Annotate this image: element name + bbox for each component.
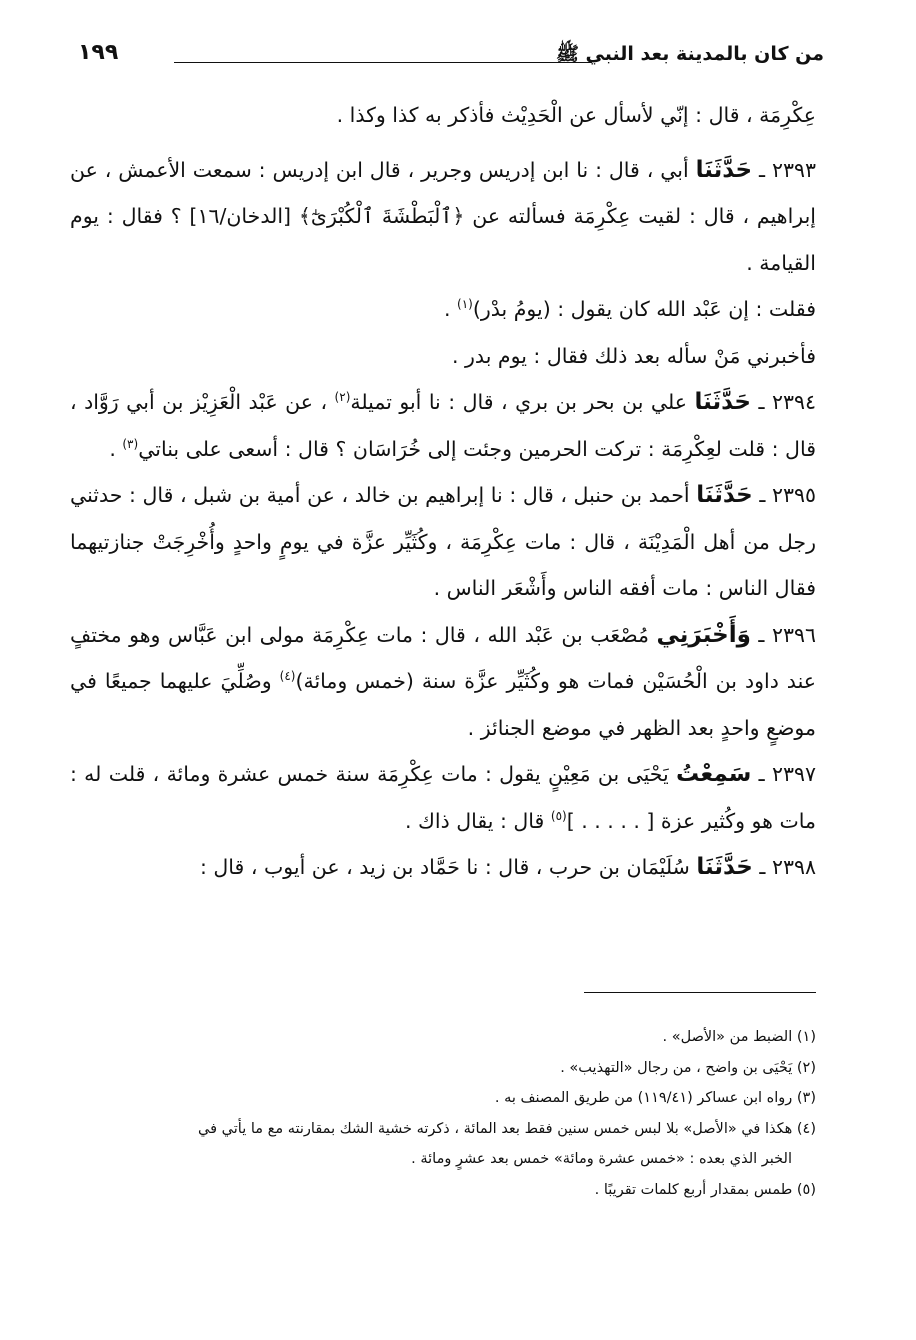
paragraph-report (70, 333, 816, 380)
footnote-text: رواه ابن عساكر (١١٩/٤١) من طريق المصنف به . (494, 1090, 793, 1106)
hadith-number: ٢٣٩٦ ـ (758, 622, 816, 647)
footnote-4-continuation (70, 1144, 816, 1175)
paragraph-text: سُلَيْمَان بن حرب ، قال : نا حَمَّاد بن زيد ، عن أيوب ، قال : (199, 855, 690, 879)
footnote-ref: (٣) (122, 436, 139, 451)
hadith-number: ٢٣٩٨ ـ (759, 855, 816, 879)
body-text (70, 92, 816, 891)
page-number: ١٩٩ (78, 40, 119, 65)
footnote-text: هكذا في «الأصل» بلا لبس خمس سنين فقط بعد المائة ، ذكرته خشية الشك بمقارنته مع ما يأتي في (198, 1120, 793, 1137)
paragraph-text: عِكْرِمَة ، قال : إنّي لأسأل عن الْحَدِيْث فأذكر به كذا وكذا . (336, 103, 816, 127)
paragraph-2396 (70, 612, 816, 752)
narration-keyword: سَمِعْتُ (676, 761, 752, 787)
paragraph-text: فأخبرني مَنْ سأله بعد ذلك فقال : يوم بدر . (452, 343, 816, 368)
paragraph-text: مُصْعَب بن عَبْد الله ، قال : مات عِكْرِمَة مولى ابن عَبَّاس وهو مختفٍ عند داود بن الْحُسَيْن فمات هو وكُثَيِّر عزَّة سنة (خمس ومائة) (70, 622, 816, 693)
narration-keyword: وَأَخْبَرَنِي (656, 621, 751, 648)
paragraph-text-after: . (443, 297, 457, 321)
footnote-text: الخبر الذي بعده : «خمس عشرة ومائة» خمس بعد عشرٍ ومائة . (411, 1151, 792, 1167)
footnote-ref: (٢) (334, 390, 351, 405)
hadith-number: ٢٣٩٣ ـ (759, 157, 816, 182)
paragraph-text: أبي ، قال : نا ابن إدريس وجرير ، قال ابن إدريس : سمعت الأعمش ، عن إبراهيم ، قال : لقيت عِكْرِمَة فسألته عن ﴿ٱلْبَطْشَةَ ٱلْكُبْرَىٰٓ﴾ [الدخان/١٦] ؟ فقال : يوم القيامة . (70, 157, 816, 275)
paragraph-continuation (70, 92, 816, 139)
paragraph-2398 (70, 844, 816, 891)
footnote-4 (70, 1114, 816, 1145)
footnote-text: طمس بمقدار أربع كلمات تقريبًا . (594, 1181, 793, 1198)
footnote-number: (٤) (796, 1120, 816, 1137)
paragraph-2397 (70, 751, 816, 844)
footnote-ref: (١) (457, 297, 473, 312)
narration-keyword: حَدَّثَنَا (695, 156, 753, 183)
running-header-title: من كان بالمدينة بعد النبي ﷺ (555, 43, 824, 65)
paragraph-2395 (70, 472, 816, 612)
hadith-number: ٢٣٩٤ ـ (758, 390, 816, 414)
footnote-number: (٥) (796, 1181, 816, 1198)
footnotes (70, 1022, 816, 1205)
paragraph-text-after: وصُلِّيَ عليهما جميعًا في موضعٍ واحدٍ بعد الظهر في موضع الجنائز . (70, 669, 816, 740)
paragraph-2393 (70, 147, 816, 287)
hadith-number: ٢٣٩٧ ـ (758, 762, 816, 786)
paragraph-text-after: قال : يقال ذاك . (404, 808, 551, 833)
narration-keyword: حَدَّثَنَا (696, 482, 753, 508)
header-rule (174, 62, 592, 63)
footnote-5 (70, 1175, 816, 1206)
footnote-number: (٣) (796, 1090, 816, 1106)
paragraph-text: علي بن بحر بن بري ، قال : نا أبو تميلة (350, 390, 687, 414)
hadith-number: ٢٣٩٥ ـ (759, 483, 816, 507)
footnote-number: (١) (796, 1029, 816, 1045)
footnote-1 (70, 1022, 816, 1053)
paragraph-text: فقلت : إن عَبْد الله كان يقول : (يومُ بدْر) (472, 297, 816, 321)
paragraph-2394 (70, 379, 816, 472)
paragraph-text-after: ، عن عَبْد الْعَزِيْز بن أبي رَوَّاد ، قال : قلت لعِكْرِمَة : تركت الحرمين وجئت إلى خُرَاسَان ؟ قال : أسعى على بناتي (70, 390, 816, 461)
paragraph-text: أحمد بن حنبل ، قال : نا إبراهيم بن خالد ، عن أمية بن شبل ، قال : حدثني رجل من أهل الْمَدِيْنَة ، قال : مات عِكْرِمَة ، وكُثَيِّر عزَّة في يومٍ واحدٍ وأُخْرِجَتْ جنازتيهما فقال الناس : مات أفقه الناس وأَشْعَر الناس . (70, 483, 816, 600)
paragraph-text-after: . (109, 436, 123, 461)
narration-keyword: حَدَّثَنَا (694, 389, 751, 415)
paragraph-quote (70, 286, 816, 333)
narration-keyword: حَدَّثَنَا (696, 854, 753, 880)
footnote-separator (584, 992, 816, 993)
footnote-number: (٢) (796, 1059, 816, 1076)
footnote-3 (70, 1083, 816, 1114)
paragraph-text: يَحْيَى بن مَعِيْنٍ يقول : مات عِكْرِمَة سنة خمس عشرة ومائة ، قلت له : مات هو وكُثير عزة [ . . . . . ] (70, 762, 816, 833)
footnote-ref: (٥) (550, 808, 567, 823)
footnote-text: الضبط من «الأصل» . (662, 1029, 793, 1045)
footnote-2 (70, 1053, 816, 1084)
footnote-ref: (٤) (279, 669, 296, 684)
footnote-text: يَحْيَى بن واضح ، من رجال «التهذيب» . (560, 1059, 793, 1076)
